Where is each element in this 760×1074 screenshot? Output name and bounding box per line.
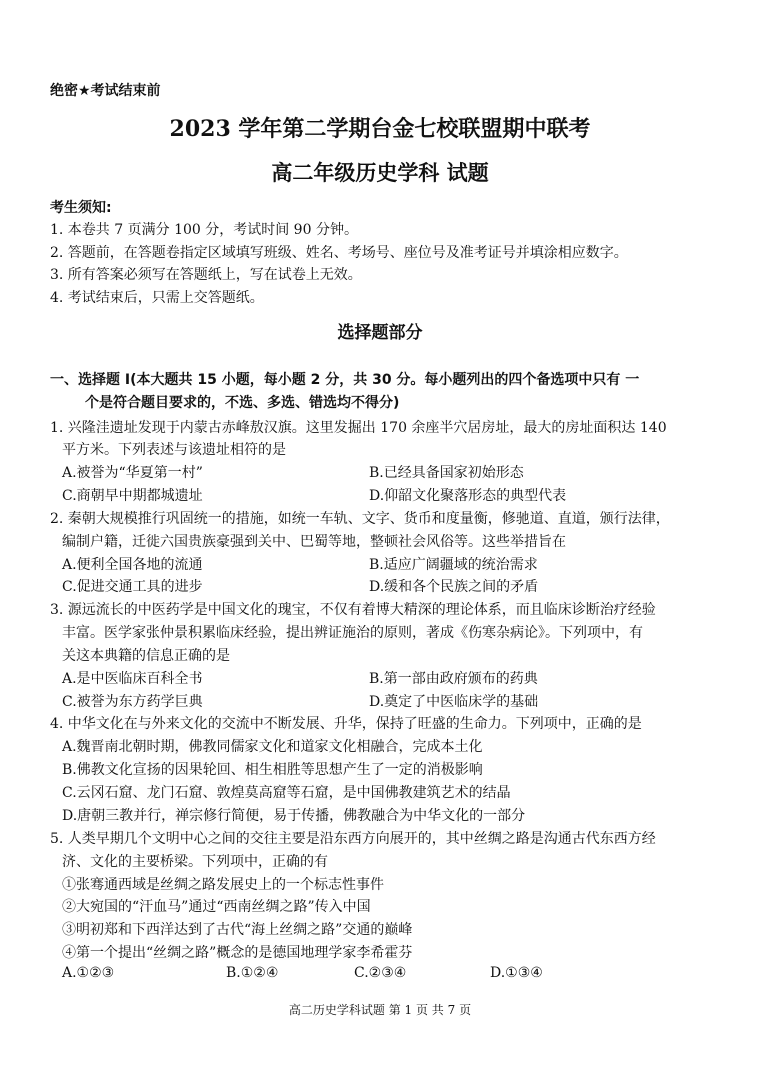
question-5-option-d: D.①③④ — [490, 965, 543, 981]
question-4-option-b: B.佛教文化宣扬的因果轮回、相生相胜等思想产生了一定的消极影响 — [62, 762, 483, 778]
question-2-option-a: A.便利全国各地的流通 — [62, 557, 203, 573]
question-2-option-d: D.缓和各个民族之间的矛盾 — [369, 579, 539, 595]
part-heading: 一、选择题 Ⅰ(本大题共 15 小题，每小题 2 分，共 30 分。每小题列出的四个备选项中只有 一 — [50, 372, 640, 388]
question-4-option-d: D.唐朝三教并行，禅宗修行简便，易于传播，佛教融合为中华文化的一部分 — [62, 808, 526, 824]
question-1-stem-cont: 平方米。下列表述与该遗址相符的是 — [62, 442, 286, 458]
question-3-option-b: B.第一部由政府颁布的药典 — [369, 671, 538, 687]
question-5-option-c: C.②③④ — [354, 965, 407, 981]
question-5-item-3: ③明初郑和下西洋达到了古代“海上丝绸之路”交通的巅峰 — [62, 922, 413, 938]
question-3-option-c: C.被誉为东方药学巨典 — [62, 694, 203, 710]
exam-title: 2023 学年第二学期台金七校联盟期中联考 — [169, 116, 591, 142]
question-2-stem: 2. 秦朝大规模推行巩固统一的措施，如统一车轨、文字、货币和度量衡，修驰道、直道，颁行法律， — [50, 511, 670, 527]
confidential-label: 绝密★考试结束前 — [50, 83, 161, 99]
question-5-stem: 5. 人类早期几个文明中心之间的交往主要是沿东西方向展开的，其中丝绸之路是沟通古代东西方经 — [50, 831, 656, 847]
question-1-option-b: B.已经具备国家初始形态 — [369, 465, 524, 481]
question-5-item-4: ④第一个提出“丝绸之路”概念的是德国地理学家李希霍芬 — [62, 945, 413, 961]
exam-subtitle: 高二年级历史学科 试题 — [271, 160, 489, 185]
question-5-item-2: ②大宛国的“汗血马”通过“西南丝绸之路”传入中国 — [62, 899, 371, 915]
page-footer: 高二历史学科试题 第 1 页 共 7 页 — [288, 1003, 472, 1017]
question-5-item-1: ①张骞通西域是丝绸之路发展史上的一个标志性事件 — [62, 877, 384, 893]
question-5-stem-cont: 济、文化的主要桥梁。下列项中，正确的有 — [62, 854, 328, 870]
question-2-option-c: C.促进交通工具的进步 — [62, 579, 203, 595]
question-3-option-d: D.奠定了中医临床学的基础 — [369, 694, 539, 710]
question-1-option-d: D.仰韶文化聚落形态的典型代表 — [369, 488, 567, 504]
question-1-option-c: C.商朝早中期都城遗址 — [62, 488, 203, 504]
question-4-stem: 4. 中华文化在与外来文化的交流中不断发展、升华，保持了旺盛的生命力。下列项中，正确的是 — [50, 716, 642, 732]
notice-item: 4. 考试结束后，只需上交答题纸。 — [50, 290, 264, 306]
part-heading-cont: 个是符合题目要求的，不选、多选、错选均不得分) — [85, 395, 400, 411]
question-1-option-a: A.被誉为“华夏第一村” — [62, 465, 203, 481]
question-4-option-c: C.云冈石窟、龙门石窟、敦煌莫高窟等石窟，是中国佛教建筑艺术的结晶 — [62, 785, 511, 801]
question-1-stem: 1. 兴隆洼遗址发现于内蒙古赤峰敖汉旗。这里发掘出 170 余座半穴居房址，最大的房址面积达 140 — [50, 420, 667, 436]
notice-item: 1. 本卷共 7 页满分 100 分，考试时间 90 分钟。 — [50, 222, 358, 238]
question-2-stem-cont: 编制户籍，迁徙六国贵族豪强到关中、巴蜀等地，整顿社会风俗等。这些举措旨在 — [62, 534, 566, 550]
question-3-stem-cont: 丰富。医学家张仲景积累临床经验，提出辨证施治的原则，著成《伤寒杂病论》。下列项中，有 — [62, 625, 643, 641]
notice-item: 3. 所有答案必须写在答题纸上，写在试卷上无效。 — [50, 267, 362, 283]
question-4-option-a: A.魏晋南北朝时期，佛教同儒家文化和道家文化相融合，完成本土化 — [62, 739, 483, 755]
notice-heading: 考生须知: — [50, 200, 112, 216]
notice-item: 2. 答题前，在答题卷指定区域填写班级、姓名、考场号、座位号及准考证号并填涂相应数字。 — [50, 245, 628, 261]
question-3-stem: 3. 源远流长的中医药学是中国文化的瑰宝，不仅有着博大精深的理论体系，而且临床诊断治疗经验 — [50, 602, 656, 618]
question-5-option-a: A.①②③ — [62, 965, 115, 981]
section-title: 选择题部分 — [337, 323, 423, 343]
question-5-option-b: B.①②④ — [226, 965, 279, 981]
question-2-option-b: B.适应广阔疆域的统治需求 — [369, 557, 538, 573]
question-3-stem-cont: 关这本典籍的信息正确的是 — [62, 648, 230, 664]
question-3-option-a: A.是中医临床百科全书 — [62, 671, 203, 687]
